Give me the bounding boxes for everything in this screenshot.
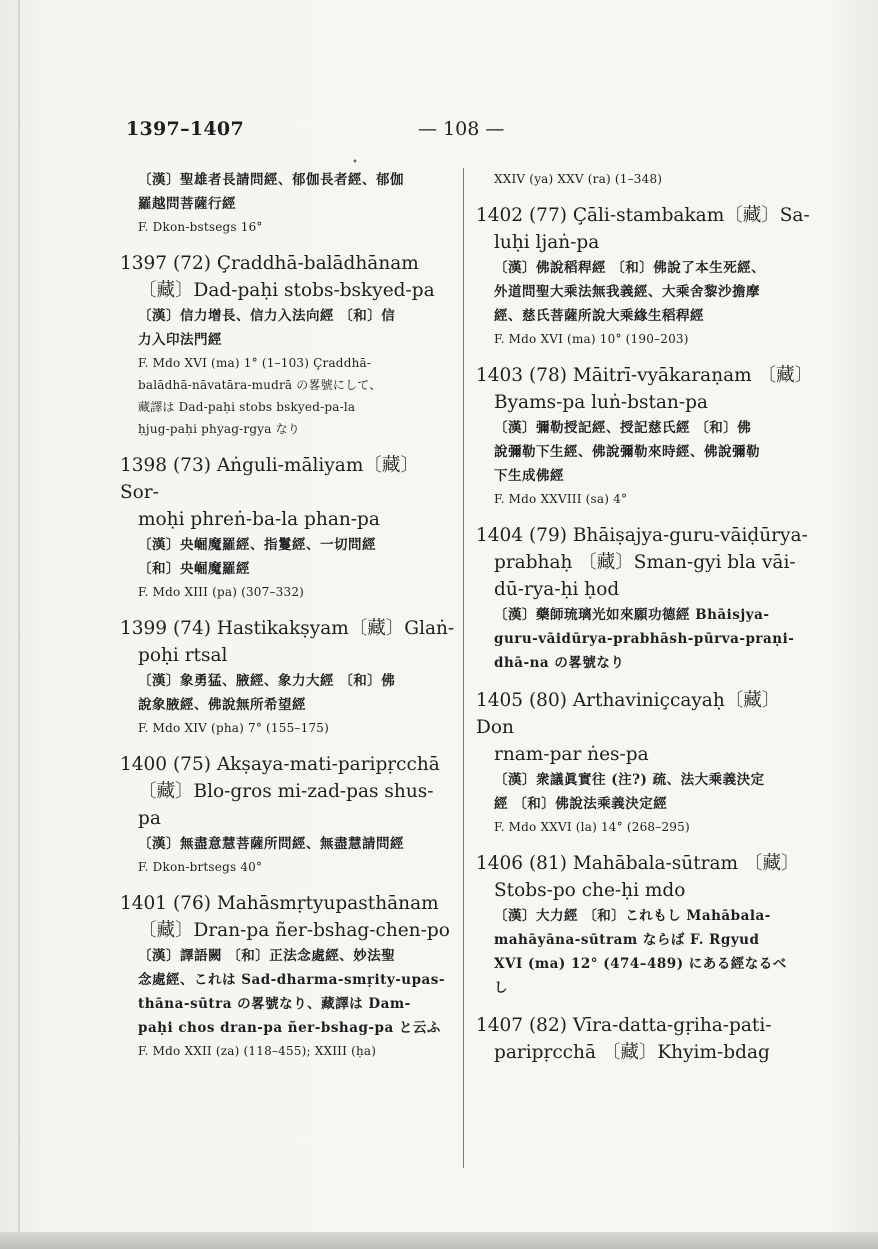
- entry-title-line: 〔藏〕Dran-pa ñer-bshag-chen-po: [138, 920, 450, 941]
- entry-1405: [476, 687, 812, 838]
- page-range-header: 1397–1407: [126, 118, 244, 140]
- entry-text-line: 經 〔和〕佛說法乘義決定經: [494, 796, 668, 812]
- entry-title: [476, 687, 812, 768]
- entry-reference: F. Mdo XIII (pa) (307–332): [138, 585, 305, 599]
- page-number: — 108 —: [418, 118, 505, 140]
- entry-title: [120, 615, 456, 669]
- entry-reference: F. Mdo XVI (ma) 10° (190–203): [494, 332, 689, 346]
- scan-bottom-edge: [0, 1232, 878, 1249]
- entry-text-line: 〔漢〕象勇猛、腋經、象力大經 〔和〕佛: [138, 673, 396, 689]
- entry-title: [476, 202, 812, 256]
- entry-1401: [120, 890, 456, 1062]
- entry-title: [120, 250, 456, 304]
- entry-text-line: mahāyāna-sūtram ならば F. Rgyud: [494, 932, 760, 948]
- entry-text-line: 〔漢〕衆議眞實往 (注?) 疏、法大乘義決定: [494, 772, 765, 788]
- entry-title-line: Stobs-po che-ḥi mdo: [494, 880, 686, 901]
- entry-title-line: 〔藏〕Blo-gros mi-zad-pas shus-pa: [138, 781, 434, 829]
- entry-title-line: prabhaḥ 〔藏〕Sman-gyi bla vāi-: [494, 552, 796, 573]
- entry-text-line: 〔漢〕彌勒授記經、授記慈氏經 〔和〕佛: [494, 420, 752, 436]
- entry-1398: [120, 452, 456, 603]
- entry-text-line: 念處經、これは Sad-dharma-smṛity-upas-: [138, 972, 446, 988]
- entry-title: [476, 1012, 812, 1066]
- entry-reference: 藏譯は Dad-paḥi stobs bskyed-pa-la: [138, 400, 356, 414]
- entry-title-line: dū-rya-ḥi ḥod: [494, 579, 620, 600]
- entry-title-line: 1405 (80) Arthaviniçcayaḥ〔藏〕Don: [476, 690, 781, 738]
- entry-title-line: 1399 (74) Hastikakṣyam〔藏〕Glaṅ-: [120, 618, 455, 639]
- entry-text-line: 〔漢〕藥師琉璃光如來願功德經 Bhāisjya-: [494, 607, 770, 623]
- entry-title-line: paripṛcchā 〔藏〕Khyim-bdag: [494, 1042, 770, 1063]
- entry-title-line: 1397 (72) Çraddhā-balādhānam: [120, 253, 419, 274]
- entry-reference: F. Mdo XIV (pha) 7° (155–175): [138, 721, 330, 735]
- entry-reference: F. Mdo XVI (ma) 1° (1–103) Çraddhā-: [138, 356, 372, 370]
- page-edge-shadow: [18, 0, 20, 1249]
- entry-reference: balādhā-nāvatāra-mudrā の畧號にして、: [138, 378, 382, 392]
- entry-1402: [476, 202, 812, 350]
- entry-title-line: rnam-par ṅes-pa: [494, 744, 649, 765]
- entry-reference: F. Mdo XXVIII (sa) 4°: [494, 492, 628, 506]
- entry-reference: F. Dkon-bstsegs 16°: [138, 220, 263, 234]
- entry-text-line: し: [494, 980, 508, 996]
- entry-text-line: 說象腋經、佛說無所希望經: [138, 697, 306, 713]
- entry-1400: [120, 751, 456, 878]
- entry-text-line: 〔漢〕信力增長、信力入法向經 〔和〕信: [138, 308, 396, 324]
- entry-text-line: 說彌勒下生經、佛說彌勒來時經、佛說彌勒: [494, 444, 760, 460]
- entry-title: [120, 452, 456, 533]
- entry-text-line: 〔漢〕大力經 〔和〕これもし Mahābala-: [494, 908, 771, 924]
- entry-title-line: 1404 (79) Bhāiṣajya-guru-vāiḍūrya-: [476, 525, 808, 546]
- entry-title: [120, 751, 456, 832]
- entry-reference: F. Mdo XXVI (la) 14° (268–295): [494, 820, 690, 834]
- entry-title: [476, 362, 812, 416]
- entry-text-line: 下生成佛經: [494, 468, 564, 484]
- entry-text-line: XVI (ma) 12° (474–489) にある經なるべ: [494, 956, 787, 972]
- entry-1399: [120, 615, 456, 739]
- entry-title-line: 〔藏〕Dad-paḥi stobs-bskyed-pa: [138, 280, 435, 301]
- entry-title: [476, 522, 812, 603]
- entry-1404: [476, 522, 812, 675]
- entry-title: [120, 890, 456, 944]
- entry-text-line: 羅越問菩薩行經: [138, 196, 236, 212]
- entry-title-line: 1402 (77) Çāli-stambakam〔藏〕Sa-: [476, 205, 810, 226]
- entry-text-line: 〔漢〕譯語闕 〔和〕正法念處經、妙法聖: [138, 948, 396, 964]
- entry-reference: ḥjug-paḥi phyag-rgya なり: [138, 422, 300, 436]
- entry-text-line: thāna-sūtra の畧號なり、藏譯は Dam-: [138, 996, 411, 1012]
- entry-1403: [476, 362, 812, 510]
- entry-title-line: moḥi phreṅ-ba-la phan-pa: [138, 509, 380, 530]
- entry-text-line: 〔和〕央崛魔羅經: [138, 561, 250, 577]
- entry-title-line: 1401 (76) Mahāsmṛtyupasthānam: [120, 893, 439, 914]
- entry-reference: XXIV (ya) XXV (ra) (1–348): [494, 172, 663, 186]
- entry-1407: [476, 1012, 812, 1066]
- entry-text-line: paḥi chos dran-pa ñer-bshag-pa と云ふ: [138, 1020, 441, 1036]
- entry-text-line: 經、慈氏菩薩所說大乘緣生稻稈經: [494, 308, 704, 324]
- entry-text-line: 〔漢〕央崛魔羅經、指鬘經、一切問經: [138, 537, 376, 553]
- entry-title-line: 1398 (73) Aṅguli-māliyam〔藏〕Sor-: [120, 455, 419, 503]
- entry-title-line: 1407 (82) Vīra-datta-gṛiha-pati-: [476, 1015, 772, 1036]
- entry-text-line: 〔漢〕佛說稻稈經 〔和〕佛說了本生死經、: [494, 260, 766, 276]
- entry-text-line: 外道問聖大乘法無我義經、大乘舍黎沙擔摩: [494, 284, 760, 300]
- entry-1406: [476, 850, 812, 1000]
- entry-reference: F. Mdo XXII (za) (118–455); XXIII (ḥa): [138, 1044, 377, 1058]
- entry-title-line: 1406 (81) Mahābala-sūtram 〔藏〕: [476, 853, 800, 874]
- entry-text-line: 〔漢〕無盡意慧菩薩所問經、無盡慧請問經: [138, 836, 404, 852]
- ink-dot: •: [352, 157, 358, 168]
- right-column: [476, 168, 812, 1078]
- entry-title-line: Byams-pa luṅ-bstan-pa: [494, 392, 708, 413]
- left-column: [120, 168, 456, 1074]
- entry-1397: [120, 250, 456, 440]
- entry-carry2: [476, 168, 812, 190]
- entry-carry: [120, 168, 456, 238]
- entry-title-line: 1403 (78) Māitrī-vyākaraṇam 〔藏〕: [476, 365, 814, 386]
- entry-title: [476, 850, 812, 904]
- entry-text-line: guru-vāidūrya-prabhāsh-pūrva-praṇi-: [494, 631, 795, 647]
- entry-title-line: luḥi ljaṅ-pa: [494, 232, 600, 253]
- entry-title-line: 1400 (75) Akṣaya-mati-paripṛcchā: [120, 754, 440, 775]
- entry-text-line: 〔漢〕聖雄者長請問經、郁伽長者經、郁伽: [138, 172, 404, 188]
- entry-title-line: poḥi rtsal: [138, 645, 228, 666]
- entry-text-line: 力入印法門經: [138, 332, 222, 348]
- column-divider: [463, 168, 464, 1168]
- entry-reference: F. Dkon-brtsegs 40°: [138, 860, 263, 874]
- entry-text-line: dhā-na の畧號なり: [494, 655, 625, 671]
